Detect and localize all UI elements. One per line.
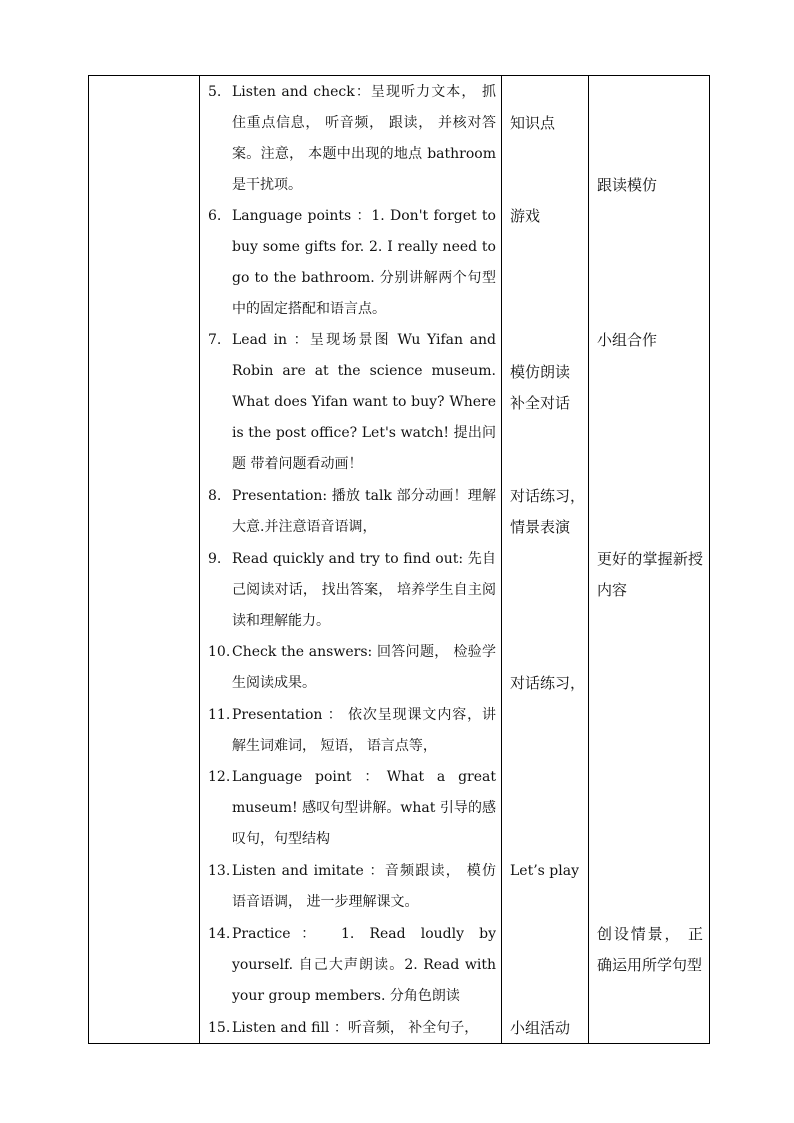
activity-label: 对话练习，: [510, 487, 586, 505]
activity-label: 模仿朗读: [510, 363, 571, 381]
step-number: 5.: [208, 84, 222, 100]
step-item: [208, 856, 496, 918]
step-item: [208, 1013, 496, 1044]
purpose-label: 小组合作: [597, 331, 658, 349]
blank-column-cell: [89, 76, 200, 1044]
step-item: [208, 77, 496, 201]
step-item: [208, 919, 496, 1012]
purpose-label: 更好的掌握新授内容: [597, 550, 703, 599]
activity-label: 游戏: [510, 207, 541, 225]
step-text: Listen and check：呈现听力文本， 抓住重点信息， 听音频， 跟读， 并核对答案。注意， 本题中出现的地点 bathroom 是干扰项。: [232, 84, 496, 193]
purpose-label: 创设情景， 正确运用所学句型: [597, 925, 703, 974]
activity-label: Let’s play: [510, 863, 579, 879]
step-text: Check the answers: 回答问题， 检验学生阅读成果。: [232, 644, 496, 691]
activity-label: 补全对话: [510, 394, 571, 412]
step-number: 15.: [208, 1020, 231, 1036]
step-item: [208, 481, 496, 543]
step-item: [208, 325, 496, 480]
step-text: Lead in ：呈现场景图 Wu Yifan and Robin are at the science museum. What does Yifan want to buy? Where is the post office? Let's watch! 提出问题 带着问题看动画！: [232, 332, 496, 472]
table-row: [89, 76, 710, 1044]
step-number: 11.: [208, 707, 231, 723]
step-number: 7.: [208, 332, 222, 348]
step-item: [208, 544, 496, 637]
purpose-cell: [589, 76, 710, 1044]
step-text: Language points ：1. Don't forget to buy some gifts for. 2. I really need to go to the bathroom. 分别讲解两个句型中的固定搭配和语言点。: [232, 208, 496, 317]
activity-label: 情景表演: [510, 518, 571, 536]
activity-cell: [502, 76, 589, 1044]
activity-label: 小组活动: [510, 1019, 571, 1037]
step-number: 12.: [208, 769, 231, 785]
step-text: Listen and fill ：听音频， 补全句子，: [232, 1020, 479, 1036]
step-item: [208, 201, 496, 325]
step-number: 9.: [208, 551, 222, 567]
step-item: [208, 762, 496, 855]
step-number: 6.: [208, 208, 222, 224]
step-number: 8.: [208, 488, 222, 504]
step-number: 13.: [208, 863, 231, 879]
step-text: Read quickly and try to find out: 先自己阅读对话， 找出答案， 培养学生自主阅读和理解能力。: [232, 551, 496, 629]
step-text: Listen and imitate ：音频跟读， 模仿语音语调， 进一步理解课文。: [232, 863, 496, 910]
teaching-steps-cell: [200, 76, 502, 1044]
step-text: Presentation: 播放 talk 部分动画！理解大意.并注意语音语调，: [232, 488, 496, 535]
step-text: Language point ：What a great museum! 感叹句型讲解。what 引导的感叹句，句型结构: [232, 769, 496, 847]
step-item: [208, 700, 496, 762]
step-text: Practice： 1. Read loudly by yourself. 自己大声朗读。2. Read with your group members. 分角色朗读: [232, 926, 496, 1004]
activity-label: 对话练习，: [510, 674, 586, 692]
step-number: 14.: [208, 926, 231, 942]
step-text: Presentation ： 依次呈现课文内容，讲解生词难词， 短语， 语言点等，: [232, 707, 496, 754]
lesson-plan-table: [88, 75, 710, 1044]
step-number: 10.: [208, 644, 231, 660]
activity-label: 知识点: [510, 114, 556, 132]
step-item: [208, 637, 496, 699]
purpose-label: 跟读模仿: [597, 176, 658, 194]
